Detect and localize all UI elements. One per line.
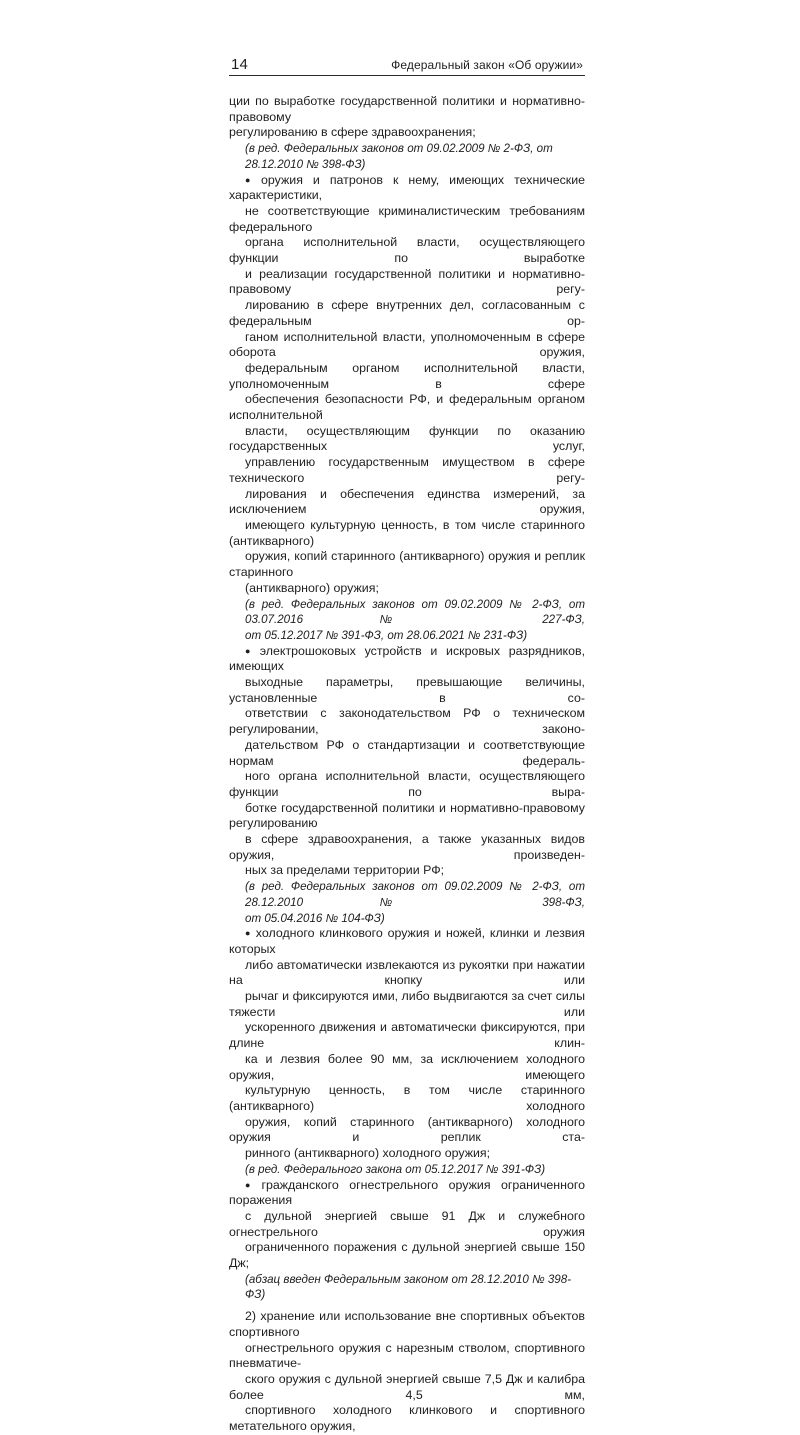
line-text: (в ред. Федеральных законов от 09.02.2009 № 2-ФЗ, от 28.12.2010 № 398-ФЗ)	[245, 142, 553, 171]
header-divider	[229, 75, 585, 76]
bullet-paragraph	[229, 926, 585, 1162]
text-line	[229, 581, 585, 597]
text-line	[229, 1341, 585, 1372]
text-line	[229, 644, 585, 675]
text-line	[229, 94, 585, 125]
line-text: дательством РФ о стандартизации и соответствующие нормам федераль-	[229, 737, 585, 768]
line-text: ка и лезвия более 90 мм, за исключением холодного оружия, имеющего	[229, 1051, 585, 1082]
text-line	[229, 267, 585, 298]
text-line	[229, 706, 585, 737]
text-line	[245, 1162, 585, 1178]
text-line	[245, 911, 585, 927]
text-line	[229, 235, 585, 266]
text-line	[229, 204, 585, 235]
line-text: и реализации государственной политики и нормативно-правовому регу-	[229, 266, 585, 297]
line-text: ции по выработке государственной политики и нормативно-правовому	[229, 94, 585, 124]
line-text: власти, осуществляющим функции по оказанию государственных услуг,	[229, 423, 585, 454]
document-body	[229, 94, 585, 1435]
text-line	[229, 173, 585, 204]
line-text: от 05.04.2016 № 104-ФЗ)	[245, 911, 385, 925]
text-line	[229, 1052, 585, 1083]
text-line	[229, 958, 585, 989]
amendment-note	[229, 879, 585, 926]
line-text: либо автоматически извлекаются из рукоятки при нажатии на кнопку или	[229, 957, 585, 988]
text-line	[229, 392, 585, 423]
line-text: с дульной энергией свыше 91 Дж и служебного огнестрельного оружия	[229, 1208, 585, 1239]
text-line	[229, 125, 585, 141]
text-line	[229, 738, 585, 769]
line-text: выходные параметры, превышающие величины, установленные в со-	[229, 675, 585, 705]
text-line	[229, 1309, 585, 1340]
text-line	[229, 989, 585, 1020]
bullet-icon: ●	[245, 1179, 258, 1190]
text-line	[229, 549, 585, 580]
text-line	[245, 1272, 585, 1303]
bullet-paragraph	[229, 173, 585, 597]
line-text: (в ред. Федеральных законов от 09.02.2009 № 2-ФЗ, от 28.12.2010 № 398-ФЗ,	[245, 880, 585, 909]
bullet-icon: ●	[245, 174, 258, 185]
line-text: управлению государственным имуществом в сфере технического регу-	[229, 455, 585, 485]
text-line	[229, 801, 585, 832]
line-text: не соответствующие криминалистическим требованиям федерального	[229, 203, 585, 234]
amendment-note	[229, 1162, 585, 1178]
page-number: 14	[231, 56, 249, 73]
line-text: ных за пределами территории РФ;	[245, 863, 445, 878]
bullet-icon: ●	[245, 645, 256, 656]
line-text: оружия, копий старинного (антикварного) холодного оружия и реплик ста-	[229, 1114, 585, 1145]
text-line	[229, 1178, 585, 1209]
line-text: ботке государственной политики и нормативно-правовому регулированию	[229, 800, 585, 831]
text-line	[229, 675, 585, 706]
bullet-paragraph	[229, 1178, 585, 1272]
line-text: в сфере здравоохранения, а также указанных видов оружия, произведен-	[229, 832, 585, 862]
line-text: огнестрельного оружия с нарезным стволом, спортивного пневматиче-	[229, 1340, 585, 1371]
line-text: спортивного холодного клинкового и спортивного метательного оружия,	[229, 1403, 585, 1434]
line-text: регулированию в сфере здравоохранения;	[229, 125, 476, 140]
text-line	[229, 330, 585, 361]
line-text: ского оружия с дульной энергией свыше 7,5 Дж и калибра более 4,5 мм,	[229, 1371, 585, 1402]
amendment-note	[229, 1272, 585, 1303]
text-line	[229, 424, 585, 455]
amendment-note	[229, 597, 585, 644]
text-line	[245, 597, 585, 628]
line-text: ограниченного поражения с дульной энергией свыше 150 Дж;	[229, 1240, 585, 1271]
running-title: Федеральный закон «Об оружии»	[391, 58, 583, 72]
text-line	[229, 832, 585, 863]
text-line	[229, 1146, 585, 1162]
line-text: федеральным органом исполнительной власти, уполномоченным в сфере	[229, 360, 585, 391]
paragraph	[229, 94, 585, 141]
line-text: лированию в сфере внутренних дел, согласованным с федеральным ор-	[229, 298, 585, 328]
line-text: (антикварного) оружия;	[245, 580, 379, 595]
line-text: электрошоковых устройств и искровых разрядников, имеющих	[229, 643, 586, 674]
paragraph	[229, 1309, 585, 1435]
text-line	[229, 518, 585, 549]
line-text: лирования и обеспечения единства измерений, за исключением оружия,	[229, 486, 585, 517]
text-line	[229, 1372, 585, 1403]
text-line	[229, 769, 585, 800]
line-text: (в ред. Федеральных законов от 09.02.2009 № 2-ФЗ, от 03.07.2016 № 227-ФЗ,	[245, 597, 585, 627]
line-text: оружия и патронов к нему, имеющих технические характеристики,	[229, 172, 586, 203]
bullet-paragraph	[229, 644, 585, 880]
bullet-icon: ●	[245, 928, 252, 939]
line-text: культурную ценность, в том числе старинного (антикварного) холодного	[229, 1083, 585, 1113]
text-line	[245, 141, 585, 172]
text-line	[229, 1083, 585, 1114]
text-line	[229, 455, 585, 486]
line-text: органа исполнительной власти, осуществляющего функции по выработке	[229, 235, 585, 266]
text-line	[229, 1403, 585, 1434]
line-text: гражданского огнестрельного оружия ограниченного поражения	[229, 1177, 585, 1208]
text-line	[229, 1240, 585, 1271]
line-text: ринного (антикварного) холодного оружия;	[245, 1146, 491, 1161]
text-line	[229, 863, 585, 879]
text-line	[229, 298, 585, 329]
line-text: (в ред. Федерального закона от 05.12.2017 № 391-ФЗ)	[245, 1162, 546, 1176]
text-line	[229, 926, 585, 957]
text-line	[229, 1020, 585, 1051]
line-text: рычаг и фиксируются ими, либо выдвигаются за счет силы тяжести или	[229, 989, 585, 1019]
text-line	[229, 487, 585, 518]
line-text: от 05.12.2017 № 391-ФЗ, от 28.06.2021 № 231-ФЗ)	[245, 628, 528, 642]
line-text: холодного клинкового оружия и ножей, клинки и лезвия которых	[229, 926, 586, 956]
line-text: 2) хранение или использование вне спортивных объектов спортивного	[229, 1309, 585, 1339]
text-line	[229, 1209, 585, 1240]
text-line	[245, 628, 585, 644]
line-text: оружия, копий старинного (антикварного) оружия и реплик старинного	[229, 549, 585, 580]
line-text: имеющего культурную ценность, в том числе старинного (антикварного)	[229, 517, 585, 548]
line-text: ускоренного движения и автоматически фиксируются, при длине клин-	[229, 1020, 585, 1051]
line-text: ганом исполнительной власти, уполномоченным в сфере оборота оружия,	[229, 329, 585, 360]
text-line	[245, 879, 585, 910]
amendment-note	[229, 141, 585, 172]
line-text: обеспечения безопасности РФ, и федеральным органом исполнительной	[229, 392, 585, 423]
text-line	[229, 1115, 585, 1146]
line-text: (абзац введен Федеральным законом от 28.12.2010 № 398-ФЗ)	[245, 1272, 572, 1302]
line-text: ного органа исполнительной власти, осуществляющего функции по выра-	[229, 769, 585, 799]
line-text: ответствии с законодательством РФ о техническом регулировании, законо-	[229, 706, 585, 737]
text-line	[229, 361, 585, 392]
running-header	[229, 54, 585, 76]
